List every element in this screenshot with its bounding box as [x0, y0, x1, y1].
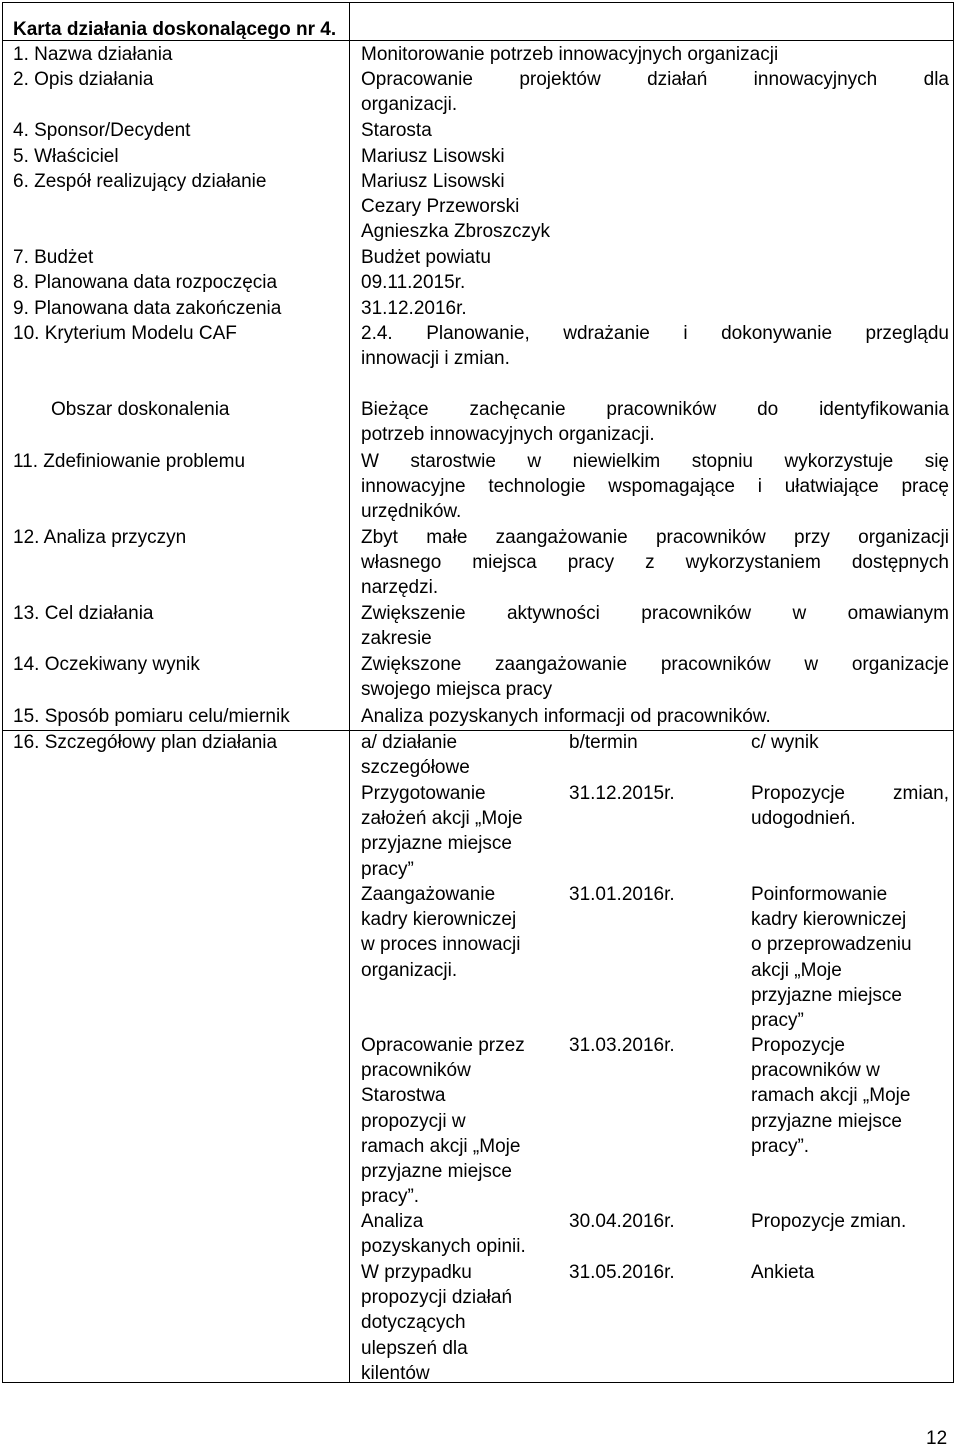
plan-item-result: Poinformowanie kadry kierowniczej o przeprowadzeniu akcji „Moje przyjazne miejsce pracy” [751, 884, 912, 1032]
row-label-goal: 13. Cel działania [13, 603, 154, 624]
row-label-measure: 15. Sposób pomiaru celu/miernik [13, 706, 290, 727]
row-label-area: Obszar doskonalenia [51, 399, 230, 420]
row-value-start-date: 09.11.2015r. [361, 272, 466, 293]
row-label-caf: 10. Kryterium Modelu CAF [13, 323, 237, 344]
row-label-causes: 12. Analiza przyczyn [13, 527, 187, 548]
plan-header-deadline: b/termin [569, 732, 638, 753]
row-label-sponsor: 4. Sponsor/Decydent [13, 120, 191, 141]
plan-item-result: Ankieta [751, 1262, 815, 1283]
row-label-budget: 7. Budżet [13, 247, 94, 268]
plan-item-deadline: 31.03.2016r. [569, 1035, 675, 1056]
row-value-measure: Analiza pozyskanych informacji od pracowników. [361, 706, 771, 727]
plan-label: 16. Szczegółowy plan działania [13, 732, 278, 753]
plan-item-action: W przypadku propozycji działań dotyczących ulepszeń dla kilentów [361, 1262, 513, 1384]
plan-item-deadline: 30.04.2016r. [569, 1211, 675, 1232]
plan-item-deadline: 31.12.2015r. [569, 783, 675, 804]
row-label-description: 2. Opis działania [13, 69, 154, 90]
plan-header-result: c/ wynik [751, 732, 819, 753]
plan-item-result: Propozycje zmian. [751, 1211, 907, 1232]
plan-header-action: a/ działanie szczegółowe [361, 732, 470, 779]
row-value-causes: Zbyt małe zaangażowanie pracowników przy organizacji własnego miejsca pracy z wykorzystaniem dostępnych narzędzi. [361, 527, 949, 599]
row-label-problem: 11. Zdefiniowanie problemu [13, 451, 246, 472]
plan-item-deadline: 31.05.2016r. [569, 1262, 675, 1283]
column-divider [349, 3, 350, 1382]
plan-item-deadline: 31.01.2016r. [569, 884, 675, 905]
row-label-end-date: 9. Planowana data zakończenia [13, 298, 282, 319]
row-label-expected-result: 14. Oczekiwany wynik [13, 654, 200, 675]
plan-item-result: Propozycje pracowników w ramach akcji „Moje przyjazne miejsce pracy”. [751, 1035, 911, 1157]
action-card [2, 2, 954, 1383]
title-divider [3, 40, 953, 41]
row-value-description: Opracowanie projektów działań innowacyjnych dla organizacji. [361, 69, 949, 116]
row-value-name: Monitorowanie potrzeb innowacyjnych organizacji [361, 44, 779, 65]
row-value-problem: W starostwie w niewielkim stopniu wykorzystuje się innowacyjne technologie wspomagające i ułatwiające pracę urzędników. [361, 451, 949, 523]
row-label-owner: 5. Właściciel [13, 146, 119, 167]
row-value-area: Bieżące zachęcanie pracowników do identyfikowania potrzeb innowacyjnych organizacji. [361, 399, 949, 446]
plan-item-action: Przygotowanie założeń akcji „Moje przyjazne miejsce pracy” [361, 783, 523, 880]
page-number: 12 [926, 1428, 948, 1449]
plan-item-action: Opracowanie przez pracowników Starostwa propozycji w ramach akcji „Moje przyjazne miejsce pracy”. [361, 1035, 525, 1208]
row-value-budget: Budżet powiatu [361, 247, 491, 268]
row-value-team: Mariusz Lisowski Cezary Przeworski Agnieszka Zbroszczyk [361, 171, 551, 243]
row-value-goal: Zwiększenie aktywności pracowników w omawianym zakresie [361, 603, 949, 650]
plan-item-action: Analiza pozyskanych opinii. [361, 1211, 526, 1258]
row-label-start-date: 8. Planowana data rozpoczęcia [13, 272, 278, 293]
row-label-team: 6. Zespół realizujący działanie [13, 171, 267, 192]
card-title: Karta działania doskonalącego nr 4. [13, 19, 337, 40]
row-value-expected-result: Zwiększone zaangażowanie pracowników w organizacje swojego miejsca pracy [361, 654, 949, 701]
plan-item-action: Zaangażowanie kadry kierowniczej w proces innowacji organizacji. [361, 884, 521, 981]
row-value-sponsor: Starosta [361, 120, 432, 141]
row-label-name: 1. Nazwa działania [13, 44, 173, 65]
row-value-owner: Mariusz Lisowski [361, 146, 505, 167]
plan-item-result: Propozycje zmian, udogodnień. [751, 783, 949, 830]
row-value-caf: 2.4. Planowanie, wdrażanie i dokonywanie przeglądu innowacji i zmian. [361, 323, 949, 370]
row-value-end-date: 31.12.2016r. [361, 298, 467, 319]
